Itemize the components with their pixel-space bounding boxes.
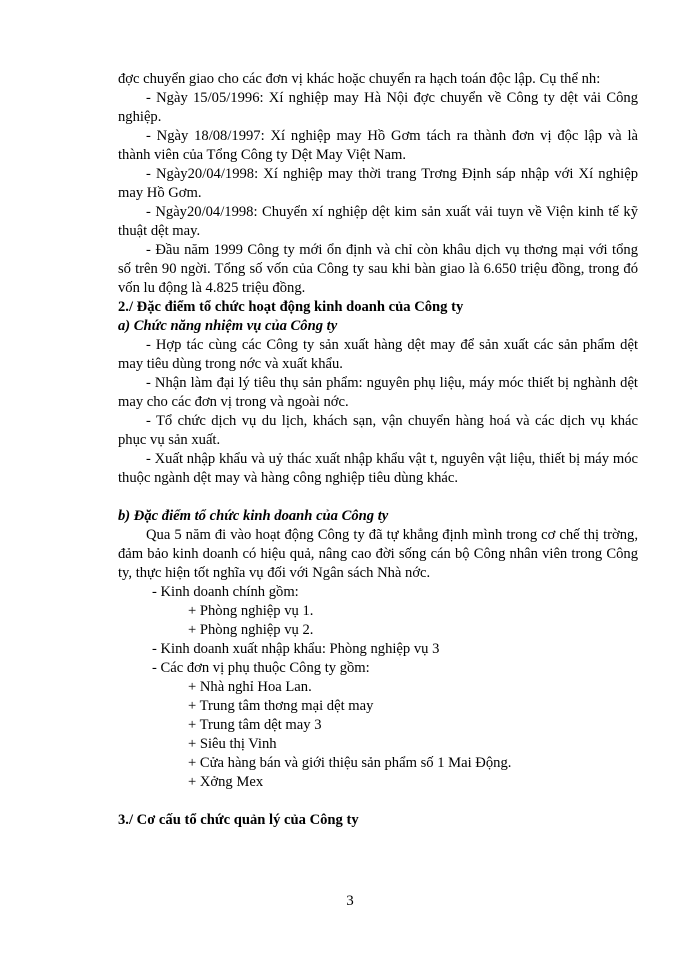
list-item: - Tổ chức dịch vụ du lịch, khách sạn, vận chuyển hàng hoá và các dịch vụ khác phục vụ sản xuất. <box>118 413 638 448</box>
list-item: + Phòng nghiệp vụ 2. <box>188 622 314 638</box>
spacer <box>118 792 638 811</box>
list-item: + Trung tâm thơng mại dệt may <box>188 698 374 714</box>
xnk-line: - Kinh doanh xuất nhập khẩu: Phòng nghiệp vụ 3 <box>152 641 440 657</box>
list-item: + Siêu thị Vinh <box>188 736 277 752</box>
intro-paragraph: đợc chuyển giao cho các đơn vị khác hoặc chuyển ra hạch toán độc lập. Cụ thể nh: <box>118 71 601 87</box>
list-item: - Ngày 18/08/1997: Xí nghiệp may Hồ Gơm tách ra thành đơn vị độc lập và là thành viên của Tổng Công ty Dệt May Việt Nam. <box>118 128 638 163</box>
section-2a-heading: a) Chức năng nhiệm vụ của Công ty <box>118 318 338 334</box>
section-2b-heading: b) Đặc điểm tổ chức kinh doanh của Công ty <box>118 508 389 524</box>
document-page <box>118 70 638 830</box>
list-item: - Xuất nhập khẩu và uỷ thác xuất nhập khẩu vật t, nguyên vật liệu, thiết bị máy móc thuộc ngành dệt may và hàng công nghiệp tiêu dùng khác. <box>118 451 638 486</box>
section-2-heading: 2./ Đặc điểm tổ chức hoạt động kinh doanh của Công ty <box>118 299 464 315</box>
list-item: - Ngày 15/05/1996: Xí nghiệp may Hà Nội đợc chuyển về Công ty dệt vải Công nghiệp. <box>118 90 638 125</box>
kd-title: - Kinh doanh chính gồm: <box>152 584 299 600</box>
list-item: + Nhà nghỉ Hoa Lan. <box>188 679 312 695</box>
list-item: + Phòng nghiệp vụ 1. <box>188 603 314 619</box>
list-item: - Hợp tác cùng các Công ty sản xuất hàng dệt may để sản xuất các sản phẩm dệt may tiêu dùng trong nớc và xuất khẩu. <box>118 337 638 372</box>
page-number: 3 <box>346 893 354 909</box>
list-item: - Đầu năm 1999 Công ty mới ổn định và chỉ còn khâu dịch vụ thơng mại với tổng số trên 90 ngời. Tổng số vốn của Công ty sau khi bàn giao là 6.650 triệu đồng, trong đó vốn lu động là 4.825 triệu đồng. <box>118 242 638 296</box>
list-item: + Cửa hàng bán và giới thiệu sản phẩm số 1 Mai Động. <box>188 755 512 771</box>
list-item: - Ngày20/04/1998: Xí nghiệp may thời trang Trơng Định sáp nhập với Xí nghiệp may Hồ Gơm. <box>118 166 638 201</box>
spacer <box>118 488 638 507</box>
section-3-heading: 3./ Cơ cấu tổ chức quản lý của Công ty <box>118 812 359 828</box>
list-item: + Trung tâm dệt may 3 <box>188 717 322 733</box>
list-item: + Xởng Mex <box>188 774 264 790</box>
section-2b-paragraph: Qua 5 năm đi vào hoạt động Công ty đã tự khẳng định mình trong cơ chế thị trờng, đảm bảo kinh doanh có hiệu quả, nâng cao đời sống cán bộ Công nhân viên trong Công ty, thực hiện tốt nghĩa vụ đối với Ngân sách Nhà nớc. <box>118 527 638 581</box>
list-item: - Ngày20/04/1998: Chuyển xí nghiệp dệt kim sản xuất vải tuyn về Viện kinh tế kỹ thuật dệt may. <box>118 204 638 239</box>
units-title: - Các đơn vị phụ thuộc Công ty gồm: <box>152 660 370 676</box>
list-item: - Nhận làm đại lý tiêu thụ sản phẩm: nguyên phụ liệu, máy móc thiết bị nghành dệt may cho các đơn vị trong và ngoài nớc. <box>118 375 638 410</box>
